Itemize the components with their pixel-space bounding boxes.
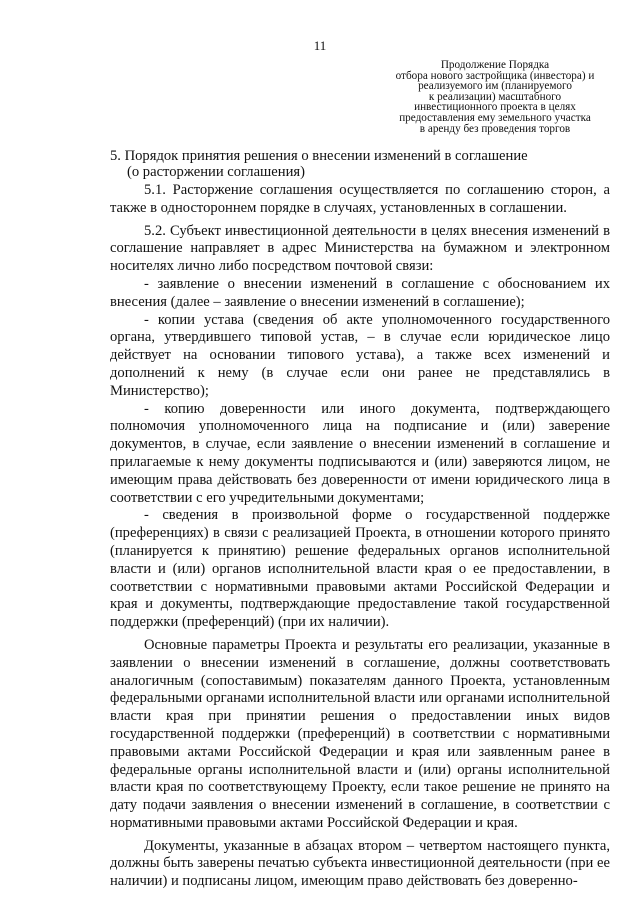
- header-line: реализуемого им (планируемого: [418, 80, 572, 93]
- paragraph-documents: Документы, указанные в абзацах втором – четвертом настоящего пункта, должны быть заверены печатью субъекта инвестиционной деятельности (при ее наличии) и подписаны лицом, имеющим право действовать без доверенно-: [110, 837, 610, 890]
- list-item-power-of-attorney: - копию доверенности или иного документа, подтверждающего полномочия уполномоченного лица на подписание и (или) заверение документов, в случае, если заявление о внесении изменений в соглашение и прилагаемые к нему документы подписываются и (или) заверяются лицом, не имеющим права действовать без доверенности от имени юридического лица в соответствии с его учредительными документами;: [110, 400, 610, 506]
- paragraph-main-parameters: Основные параметры Проекта и результаты его реализации, указанные в заявлении о внесении изменений в соглашение, должны соответствовать аналогичным (сопоставимым) показателям данного Проекта, установленным федеральными органами исполнительной власти или органами исполнительной власти края при принятии решения о предоставлении иных видов государственной поддержки (преференций) в соответствии с нормативными правовыми актами Российской Федерации и края или заявленным ранее в федеральные органы исполнительной власти и (или) органы исполнительной власти края по соответствующему Проекту, если такое решение не принято на дату подачи заявления о внесении изменений в соглашение, в соответствии с нормативными правовыми актами Российской Федерации и края.: [110, 636, 610, 831]
- section-title-line-2: (о расторжении соглашения): [127, 164, 305, 180]
- section-title: [110, 148, 528, 180]
- paragraph-5-1: 5.1. Расторжение соглашения осуществляется по соглашению сторон, а также в одностороннем порядке в случаях, установленных в соглашении.: [110, 182, 610, 216]
- running-header: [370, 60, 620, 134]
- header-line: предоставления ему земельного участка: [399, 111, 591, 124]
- header-line: к реализации) масштабного: [428, 90, 562, 103]
- list-item-state-support: - сведения в произвольной форме о государственной поддержке (преференциях) в связи с реализацией Проекта, в отношении которого принято (планируется к принятию) решение федеральных органов исполнительной власти и (или) органов исполнительной власти края о ее предоставлении, в соответствии с нормативными правовыми актами Российской Федерации и края и документы, подтверждающие предоставление такой государственной поддержки (преференций) (при их наличии).: [110, 507, 610, 631]
- paragraph-5-2: 5.2. Субъект инвестиционной деятельности в целях внесения изменений в соглашение направляет в адрес Министерства на бумажном и электронном носителях лично либо посредством почтовой связи:: [110, 222, 610, 275]
- header-line: инвестиционного проекта в целях: [414, 101, 576, 114]
- list-item-application: - заявление о внесении изменений в соглашение с обоснованием их внесения (далее – заявление о внесении изменений в соглашение);: [110, 275, 610, 310]
- page-number: 11: [313, 38, 327, 53]
- body-text: [110, 182, 610, 896]
- header-line: отбора нового застройщика (инвестора) и: [395, 69, 595, 82]
- header-line: в аренду без проведения торгов: [419, 122, 571, 135]
- list-item-charter-copies: - копии устава (сведения об акте уполномоченного государственного органа, утвердившего типовой устав, – в случае если юридическое лицо действует на основании типового устава), а также всех изменений и дополнений к нему (в случае если они ранее не представлялись в Министерство);: [110, 311, 610, 399]
- section-title-line-1: 5. Порядок принятия решения о внесении изменений в соглашение: [110, 148, 528, 164]
- header-line: Продолжение Порядка: [440, 59, 550, 71]
